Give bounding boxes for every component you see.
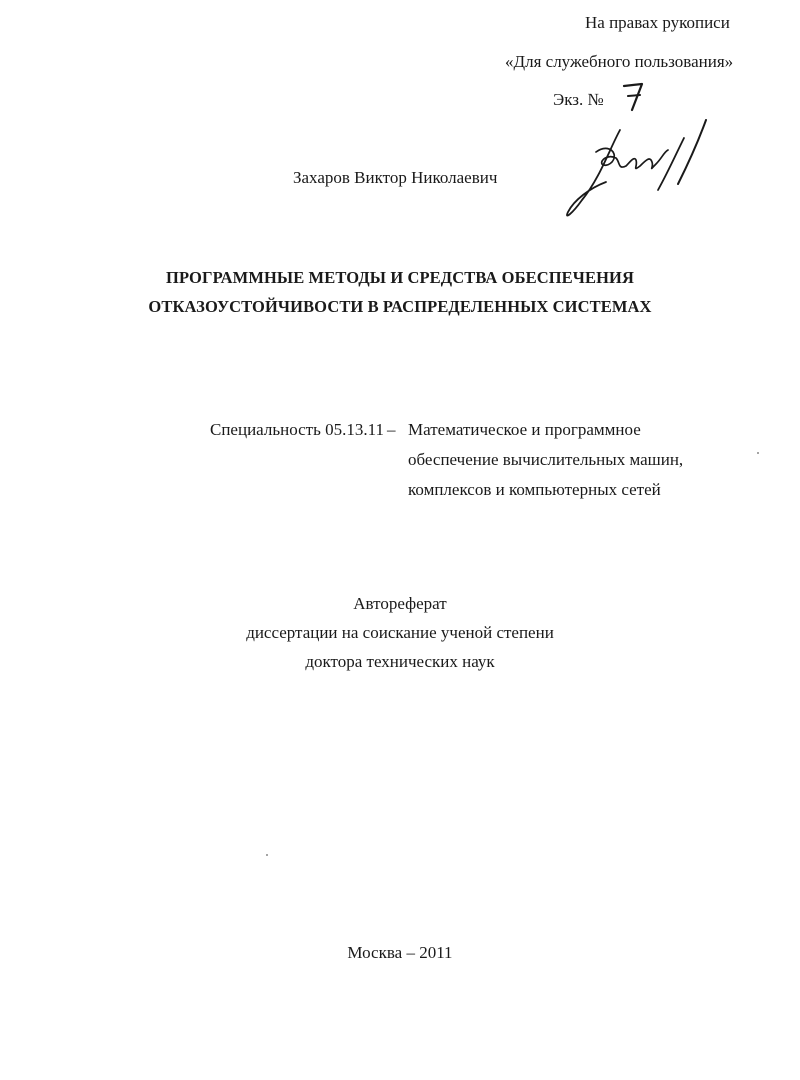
scan-speck xyxy=(266,854,268,856)
city-and-year: Москва – 2011 xyxy=(347,943,453,962)
specialty-name-line-2: обеспечение вычислительных машин, xyxy=(408,450,684,469)
scan-speck xyxy=(757,452,759,454)
dissertation-title-line-1: ПРОГРАММНЫЕ МЕТОДЫ И СРЕДСТВА ОБЕСПЕЧЕНИЯ xyxy=(166,268,634,287)
dissertation-title-line-2: ОТКАЗОУСТОЙЧИВОСТИ В РАСПРЕДЕЛЕННЫХ СИСТЕМАХ xyxy=(148,297,652,316)
handwritten-copy-number xyxy=(618,78,648,112)
abstract-degree: доктора технических наук xyxy=(305,652,495,671)
specialty-dash: – xyxy=(387,420,396,439)
specialty-name-line-1: Математическое и программное xyxy=(408,420,641,439)
abstract-type: Автореферат xyxy=(353,594,447,613)
restriction-note: «Для служебного пользования» xyxy=(505,52,734,71)
author-name: Захаров Виктор Николаевич xyxy=(293,168,498,187)
specialty-name-line-3: комплексов и компьютерных сетей xyxy=(408,480,661,499)
copy-number-label: Экз. № xyxy=(553,90,604,109)
abstract-purpose: диссертации на соискание ученой степени xyxy=(246,623,554,642)
specialty-code: Специальность 05.13.11 xyxy=(210,420,384,439)
manuscript-rights-note: На правах рукописи xyxy=(585,13,730,32)
author-signature xyxy=(560,108,720,226)
